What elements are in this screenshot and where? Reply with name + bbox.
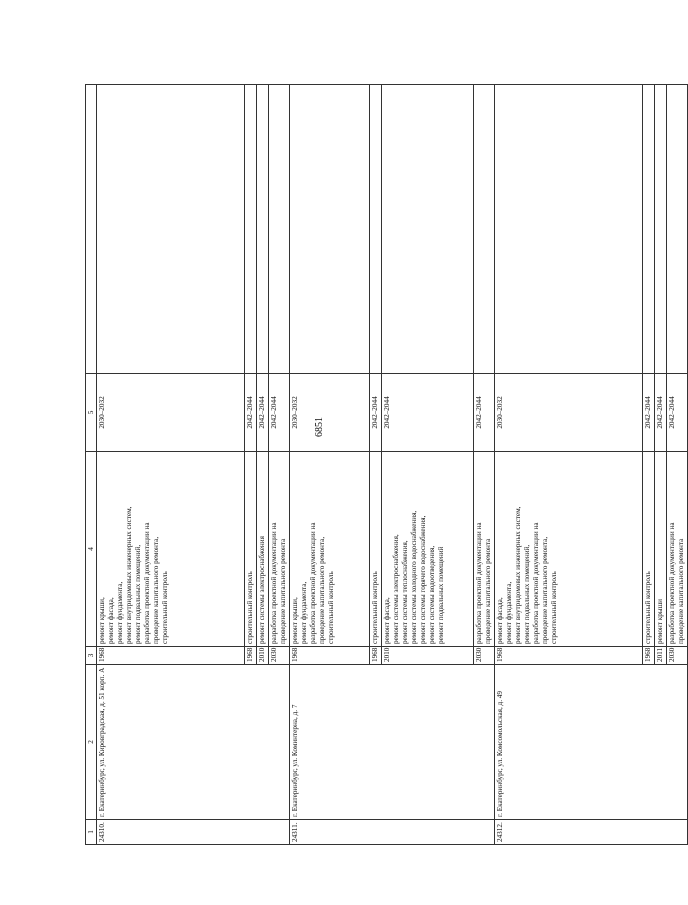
work-item: проведение капитального ремонта,: [541, 536, 549, 644]
empty-cell: [643, 85, 655, 374]
work-item: ремонт подвальных помещений,: [523, 544, 531, 644]
empty-cell: [474, 85, 495, 374]
column-header: 1: [86, 820, 97, 845]
work-item: разработка проектной документации на: [270, 522, 278, 644]
period-cell: 2030–2032: [495, 374, 643, 452]
work-item: ремонт внутридомовых инженерных систем,: [125, 506, 133, 644]
work-item: ремонт системы электроснабжения: [258, 536, 266, 644]
empty-cell: [257, 85, 269, 374]
period-cell: 2042–2044: [370, 374, 382, 452]
empty-cell: [245, 85, 257, 374]
work-item: проведение капитального ремонта: [279, 538, 287, 644]
period-cell: 2042–2044: [269, 374, 290, 452]
period-cell: 2042–2044: [643, 374, 655, 452]
work-item: ремонт фундамента,: [505, 581, 513, 644]
work-item: ремонт фасада,: [107, 597, 115, 644]
works-cell: [643, 452, 655, 647]
work-item: проведение капитального ремонта: [677, 538, 685, 644]
work-item: ремонт системы холодного водоснабжения,: [410, 510, 418, 644]
registry-table: [85, 84, 688, 845]
empty-cell: [667, 85, 688, 374]
address-cell: г. Екатеринбург, ул. Коминтерна, д. 7: [290, 665, 495, 820]
period-cell: 2042–2044: [667, 374, 688, 452]
header-row: [86, 85, 97, 845]
period-cell: 2042–2044: [655, 374, 667, 452]
work-item: разработка проектной документации на: [668, 522, 676, 644]
works-cell: [97, 452, 245, 647]
empty-cell: [495, 85, 643, 374]
column-header: 2: [86, 665, 97, 820]
table-row: [495, 85, 643, 845]
period-cell: 2042–2044: [245, 374, 257, 452]
work-item: строительный контроль: [161, 571, 169, 644]
address-cell: г. Екатеринбург, ул. Кировградская, д. 51 корп. А: [97, 665, 290, 820]
work-item: строительный контроль: [371, 571, 379, 644]
works-cell: [257, 452, 269, 647]
period-cell: 2030–2032: [290, 374, 370, 452]
work-item: разработка проектной документации на: [532, 522, 540, 644]
works-cell: [667, 452, 688, 647]
works-cell: [269, 452, 290, 647]
table-row: [290, 85, 370, 845]
work-item: ремонт системы теплоснабжения,: [401, 540, 409, 644]
year-cell: 2030: [474, 647, 495, 665]
empty-cell: [655, 85, 667, 374]
year-cell: 1968: [97, 647, 245, 665]
year-cell: 1968: [643, 647, 655, 665]
work-item: ремонт системы горячего водоснабжения,: [419, 515, 427, 644]
work-item: ремонт системы электроснабжения,: [392, 534, 400, 644]
period-cell: 2042–2044: [382, 374, 474, 452]
work-item: ремонт крыши: [656, 598, 664, 644]
column-header: 3: [86, 647, 97, 665]
work-item: ремонт фасада,: [496, 597, 504, 644]
work-item: ремонт фасада,: [383, 597, 391, 644]
page-number: 6851: [314, 417, 325, 437]
works-cell: [245, 452, 257, 647]
work-item: ремонт крыши,: [98, 597, 106, 644]
empty-cell: [370, 85, 382, 374]
empty-column-header: [86, 85, 97, 374]
period-cell: 2042–2044: [257, 374, 269, 452]
year-cell: 1968: [495, 647, 643, 665]
work-item: ремонт подвальных помещений,: [134, 544, 142, 644]
work-item: ремонт внутридомовых инженерных систем,: [514, 506, 522, 644]
year-cell: 2030: [667, 647, 688, 665]
work-item: проведение капитального ремонта,: [318, 536, 326, 644]
year-cell: 2010: [257, 647, 269, 665]
works-cell: [474, 452, 495, 647]
work-item: ремонт подвальных помещений: [437, 546, 445, 644]
work-item: ремонт фундамента,: [300, 581, 308, 644]
works-cell: [290, 452, 370, 647]
entry-number: 24312.: [495, 820, 688, 845]
empty-cell: [290, 85, 370, 374]
period-cell: 2042–2044: [474, 374, 495, 452]
entry-number: 24310.: [97, 820, 290, 845]
work-item: ремонт фундамента,: [116, 581, 124, 644]
work-item: разработка проектной документации на: [143, 522, 151, 644]
work-item: проведение капитального ремонта,: [152, 536, 160, 644]
work-item: проведение капитального ремонта: [484, 538, 492, 644]
works-cell: [370, 452, 382, 647]
work-item: строительный контроль: [327, 571, 335, 644]
empty-cell: [269, 85, 290, 374]
column-header: 4: [86, 452, 97, 647]
year-cell: 2011: [655, 647, 667, 665]
empty-cell: [97, 85, 245, 374]
year-cell: 2010: [382, 647, 474, 665]
year-cell: 2030: [269, 647, 290, 665]
period-cell: 2030–2032: [97, 374, 245, 452]
work-item: строительный контроль: [644, 571, 652, 644]
work-item: строительный контроль: [246, 571, 254, 644]
entry-number: 24311.: [290, 820, 495, 845]
registry-body: [97, 85, 688, 845]
table-row: [97, 85, 245, 845]
empty-cell: [382, 85, 474, 374]
year-cell: 1968: [370, 647, 382, 665]
column-header: 5: [86, 374, 97, 452]
work-item: разработка проектной документации на: [309, 522, 317, 644]
work-item: строительный контроль: [550, 571, 558, 644]
works-cell: [495, 452, 643, 647]
year-cell: 1968: [290, 647, 370, 665]
rotated-page: [85, 85, 685, 845]
work-item: ремонт крыши,: [291, 597, 299, 644]
address-cell: г. Екатеринбург, ул. Комсомольская, д. 49: [495, 665, 688, 820]
year-cell: 1968: [245, 647, 257, 665]
works-cell: [655, 452, 667, 647]
work-item: ремонт системы водоотведения,: [428, 545, 436, 644]
works-cell: [382, 452, 474, 647]
work-item: разработка проектной документации на: [475, 522, 483, 644]
